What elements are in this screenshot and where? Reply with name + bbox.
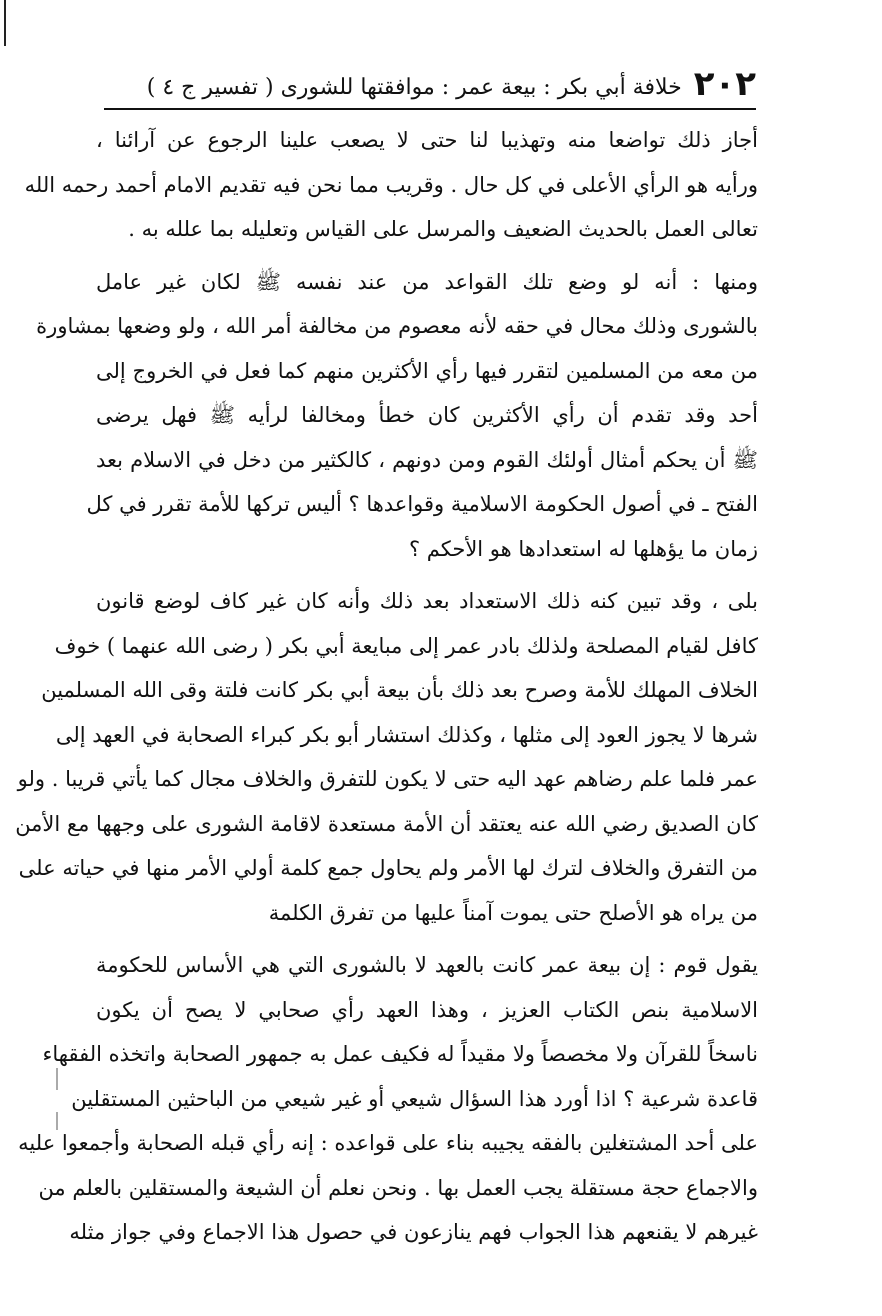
text-line: شرها لا يجوز العود إلى مثلها ، وكذلك استشار أبو بكر كبراء الصحابة في العهد إلى <box>55 722 758 747</box>
page-header <box>104 58 756 104</box>
text-line: من معه من المسلمين لتقرر فيها رأي الأكثرين منهم كما فعل في الخروج إلى <box>96 358 758 383</box>
text-line: والاجماع حجة مستقلة يجب العمل بها . ونحن نعلم أن الشيعة والمستقلين بالعلم من <box>38 1175 758 1200</box>
text-line: بلى ، وقد تبين كنه ذلك الاستعداد بعد ذلك وأنه كان غير كاف لوضع قانون <box>96 589 758 613</box>
text-line: غيرهم لا يقنعهم هذا الجواب فهم ينازعون في حصول هذا الاجماع وفي جواز مثله <box>69 1220 758 1244</box>
paragraph <box>18 943 758 1255</box>
paragraph <box>24 118 758 252</box>
text-line: بالشورى وذلك محال في حقه لأنه معصوم من مخالفة أمر الله ، ولو وضعها بمشاورة <box>36 314 758 338</box>
header-divider <box>104 108 756 110</box>
page-number: ٢٠٢ <box>693 64 756 104</box>
text-line: زمان ما يؤهلها له استعدادها هو الأحكم ؟ <box>408 536 758 561</box>
text-line: ورأيه هو الرأي الأعلى في كل حال . وقريب مما نحن فيه تقديم الامام أحمد رحمه الله <box>24 172 758 197</box>
text-line: ناسخاً للقرآن ولا مخصصاً ولا مقيداً له فكيف عمل به جمهور الصحابة واتخذه الفقهاء <box>42 1042 758 1066</box>
text-line: يقول قوم : إن بيعة عمر كانت بالعهد لا بالشورى التي هي الأساس للحكومة <box>96 953 758 977</box>
body-text <box>15 118 758 1263</box>
text-line: من التفرق والخلاف لترك لها الأمر ولم يحاول جمع كلمة أولي الأمر منها في حياته على <box>18 856 758 880</box>
text-line: عمر فلما علم رضاهم عهد اليه حتى لا يكون للتفرق والخلاف مجال كما يأتي قريبا . ولو <box>17 767 758 791</box>
text-line: كان الصديق رضي الله عنه يعتقد أن الأمة مستعدة لاقامة الشورى على وجهها مع الأمن <box>15 811 758 836</box>
paragraph <box>15 579 758 935</box>
text-line: الاسلامية بنص الكتاب العزيز ، وهذا العهد رأي صحابي لا يصح أن يكون <box>96 997 758 1022</box>
text-line: من يراه هو الأصلح حتى يموت آمناً عليها من تفرق الكلمة <box>268 900 758 925</box>
text-line: الفتح ـ في أصول الحكومة الاسلامية وقواعدها ؟ أليس تركها للأمة تقرر في كل <box>86 492 758 516</box>
text-line: الخلاف المهلك للأمة وصرح بعد ذلك بأن بيعة أبي بكر كانت فلتة وقى الله المسلمين <box>41 678 758 702</box>
scan-edge-mark <box>4 0 6 46</box>
text-line: قاعدة شرعية ؟ اذا أورد هذا السؤال شيعي أو غير شيعي من الباحثين المستقلين <box>71 1086 758 1111</box>
text-line: ومنها : أنه لو وضع تلك القواعد من عند نفسه ﷺ لكان غير عامل <box>96 269 758 294</box>
text-line: تعالى العمل بالحديث الضعيف والمرسل على القياس وتعليله بما علله به . <box>128 217 758 241</box>
running-title: خلافة أبي بكر : بيعة عمر : موافقتها للشورى ( تفسير ج ٤ ) <box>146 75 682 100</box>
text-line: أجاز ذلك تواضعا منه وتهذيبا لنا حتى لا يصعب علينا الرجوع عن آرائنا ، <box>96 128 758 152</box>
text-line: كافل لقيام المصلحة ولذلك بادر عمر إلى مبايعة أبي بكر ( رضى الله عنهما ) خوف <box>54 633 758 658</box>
text-line: أحد وقد تقدم أن رأي الأكثرين كان خطأ ومخالفا لرأيه ﷺ فهل يرضى <box>96 403 758 427</box>
paragraph <box>36 260 758 572</box>
text-line: على أحد المشتغلين بالفقه يجيبه بناء على قواعده : إنه رأي قبله الصحابة وأجمعوا عليه <box>18 1131 758 1155</box>
text-line: ﷺ أن يحكم أمثال أولئك القوم ومن دونهم ، كالكثير من دخل في الاسلام بعد <box>96 447 758 472</box>
